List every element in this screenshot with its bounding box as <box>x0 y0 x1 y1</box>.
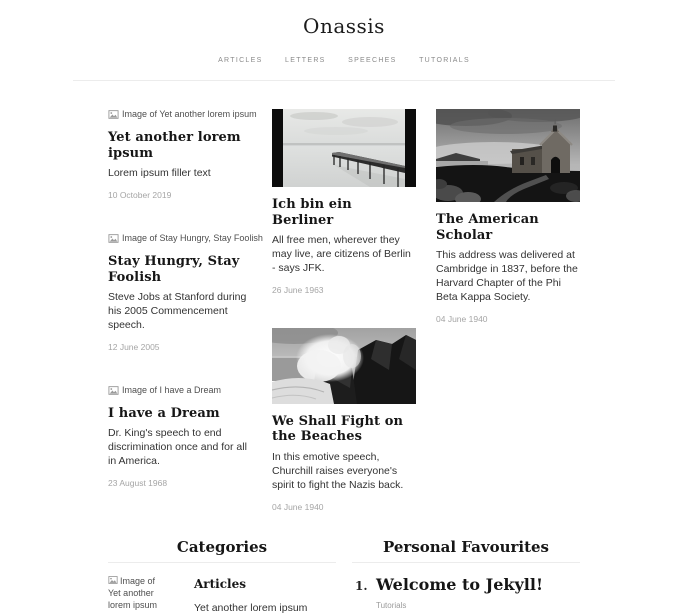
category-post-link[interactable]: Yet another lorem ipsum <box>194 601 308 614</box>
posts-grid <box>108 109 580 512</box>
categories-heading: Categories <box>176 537 268 556</box>
post-date: 10 October 2019 <box>108 190 172 201</box>
broken-image-alt-text: Image of Stay Hungry, Stay Foolish <box>122 233 263 244</box>
category-group-label[interactable]: Articles <box>194 576 246 591</box>
post-card <box>108 385 252 488</box>
broken-image-icon <box>108 385 119 396</box>
broken-image-icon <box>108 233 119 244</box>
broken-image-icon <box>108 575 118 585</box>
church-bw-photo <box>436 109 580 202</box>
post-card <box>436 109 580 324</box>
post-date: 04 June 1940 <box>436 313 488 324</box>
nav-item-letters[interactable]: LETTERS <box>285 57 326 64</box>
post-title[interactable]: Yet another lorem ipsum <box>108 130 241 161</box>
post-photo-waves[interactable] <box>272 328 416 404</box>
posts-column-2 <box>272 109 416 512</box>
footer-sections <box>108 538 580 616</box>
post-date: 04 June 1940 <box>272 501 324 512</box>
site-header <box>0 0 688 81</box>
post-excerpt: This address was delivered at Cambridge in 1837, before the Harvard Chapter of the Phi Beta Kappa Society. <box>436 249 578 303</box>
post-date: 26 June 1963 <box>272 284 324 295</box>
favourites-heading: Personal Favourites <box>382 537 549 556</box>
post-photo-church[interactable] <box>436 109 580 202</box>
nav-item-articles[interactable]: ARTICLES <box>218 57 263 64</box>
broken-image-icon <box>108 109 119 120</box>
nav-item-speeches[interactable]: SPEECHES <box>348 57 397 64</box>
post-excerpt: Dr. King's speech to end discrimination once and for all in America. <box>108 427 247 468</box>
broken-image[interactable] <box>108 385 252 396</box>
post-card <box>272 109 416 295</box>
broken-image-alt-text: Image of I have a Dream <box>122 384 222 395</box>
post-date: 23 August 1968 <box>108 477 168 488</box>
post-title[interactable]: The American Scholar <box>436 212 539 243</box>
post-card <box>108 109 257 201</box>
favourite-category: Tutorials <box>376 600 407 610</box>
favourites-section <box>352 538 580 616</box>
post-title[interactable]: I have a Dream <box>108 405 220 421</box>
post-photo-pier[interactable] <box>272 109 416 187</box>
categories-divider <box>108 562 336 563</box>
posts-column-1 <box>108 109 263 512</box>
favourite-title[interactable]: Welcome to Jekyll! <box>376 574 543 594</box>
post-title[interactable]: Stay Hungry, Stay Foolish <box>108 254 240 285</box>
pier-bw-photo <box>272 109 416 187</box>
posts-column-3 <box>436 109 580 512</box>
category-group-articles <box>194 575 307 616</box>
favourites-divider <box>352 562 580 563</box>
site-title[interactable]: Onassis <box>303 14 385 38</box>
waves-bw-photo <box>272 328 416 404</box>
post-card <box>108 233 263 352</box>
categories-section <box>108 538 336 616</box>
post-title[interactable]: We Shall Fight on the Beaches <box>272 413 404 445</box>
main-nav <box>0 49 688 67</box>
broken-image-alt-text: Image of Yet another lorem ipsum <box>108 575 158 610</box>
post-title[interactable]: Ich bin ein Berliner <box>272 197 352 228</box>
post-date: 12 June 2005 <box>108 341 160 352</box>
broken-image[interactable] <box>108 233 263 244</box>
post-card <box>272 328 416 512</box>
broken-image[interactable] <box>108 109 257 120</box>
broken-image-alt-text: Image of Yet another lorem ipsum <box>122 109 257 119</box>
favourite-item <box>352 575 580 610</box>
header-divider <box>73 80 615 81</box>
post-excerpt: In this emotive speech, Churchill raises everyone's spirit to fight the Nazis back. <box>272 450 404 491</box>
category-thumb-broken-image[interactable] <box>108 575 170 616</box>
post-excerpt: Lorem ipsum filler text <box>108 167 211 180</box>
favourite-number: 1. <box>355 578 368 593</box>
post-excerpt: Steve Jobs at Stanford during his 2005 Commencement speech. <box>108 291 247 331</box>
nav-item-tutorials[interactable]: TUTORIALS <box>419 57 470 64</box>
post-excerpt: All free men, wherever they may live, are citizens of Berlin - says JFK. <box>272 234 411 274</box>
